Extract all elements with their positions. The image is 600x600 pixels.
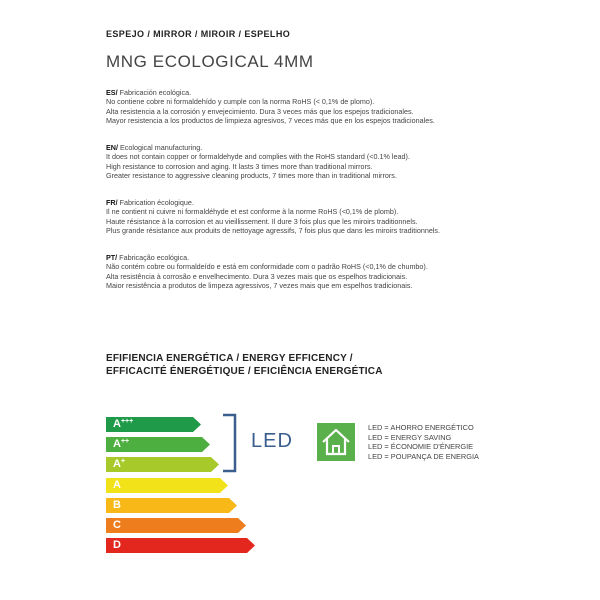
led-savings-item: LED = AHORRO ENERGÉTICO: [368, 423, 474, 432]
desc-line: Il ne contient ni cuivre ni formaldéhyde et est conforme à la norme RoHS (<0,1% de plomb).: [106, 207, 399, 217]
led-savings-list: [368, 423, 479, 461]
lang-heading: Fabricação ecológica.: [117, 253, 190, 262]
desc-line: Greater resistance to aggressive cleaning products, 7 times more than in traditional mirrors.: [106, 171, 397, 181]
lang-code: PT/: [106, 253, 118, 262]
energy-class-label: A+: [113, 458, 126, 471]
desc-line: Maior resistência a produtos de limpeza agressivos, 7 vezes mais que em espelhos tradicionais.: [106, 281, 413, 291]
led-label: LED: [251, 430, 293, 452]
lang-heading: Fabrication écologique.: [117, 198, 194, 207]
led-bracket: [221, 413, 239, 473]
energy-class-a: [106, 478, 228, 493]
description-es: [106, 88, 526, 126]
lang-code: EN/: [106, 143, 118, 152]
description-en: [106, 143, 526, 181]
desc-line: Não contém cobre ou formaldeído e está em conformidade com o padrão RoHS (<0,1% de chumbo).: [106, 262, 428, 272]
lang-code: FR/: [106, 198, 118, 207]
efficiency-title-line: EFFICACITÉ ÉNERGÉTIQUE / EFICIÊNCIA ENERGÉTICA: [106, 366, 383, 377]
lang-heading: Ecological manufacturing.: [117, 143, 203, 152]
desc-line: Mayor resistencia a los productos de limpieza agresivos, 7 veces más que en los espejos tradicionales.: [106, 116, 435, 126]
energy-class-b: [106, 498, 237, 513]
desc-line: Haute résistance à la corrosion et au vieillissement. Il dure 3 fois plus que les miroirs traditionnels.: [106, 216, 418, 226]
energy-class-appp: [106, 417, 201, 432]
efficiency-title: [106, 352, 383, 378]
energy-class-label: A+++: [113, 418, 134, 430]
desc-line: It does not contain copper or formaldehyde and complies with the RoHS standard (<0.1% lead).: [106, 152, 410, 162]
desc-line: Alta resistencia a la corrosión y envejecimiento. Dura 3 veces más que los espejos tradicionales.: [106, 106, 414, 116]
lang-heading: Fabricación ecológica.: [117, 88, 192, 97]
energy-class-label: B: [113, 498, 121, 511]
led-savings-item: LED = POUPANÇA DE ENERGIA: [368, 451, 479, 461]
desc-line: Plus grande résistance aux produits de nettoyage agressifs, 7 fois plus que dans les miroirs traditionnels.: [106, 226, 441, 236]
product-categories: ESPEJO / MIRROR / MIROIR / ESPELHO: [106, 29, 291, 39]
house-icon: [317, 423, 355, 461]
energy-class-label: A++: [113, 438, 130, 451]
energy-class-label: A: [113, 478, 121, 491]
energy-class-app: [106, 437, 210, 452]
description-fr: [106, 198, 526, 236]
product-title: MNG ECOLOGICAL 4MM: [106, 52, 314, 71]
led-savings-item: LED = ÉCONOMIE D'ÉNERGIE: [368, 442, 474, 452]
description-pt: [106, 253, 526, 291]
desc-line: No contiene cobre ni formaldehído y cumple con la norma RoHS (< 0,1% de plomo).: [106, 97, 375, 107]
energy-class-label: D: [113, 539, 121, 552]
energy-class-label: C: [113, 519, 121, 531]
desc-line: High resistance to corrosion and aging. It lasts 3 times more than traditional mirrors.: [106, 161, 373, 171]
energy-class-c: [106, 518, 246, 533]
energy-class-ap: [106, 457, 219, 472]
desc-line: Alta resistência à corrosão e envelhecimento. Dura 3 vezes mais que os espelhos tradicionais.: [106, 271, 408, 281]
led-savings-item: LED = ENERGY SAVING: [368, 432, 452, 442]
energy-class-d: [106, 538, 255, 553]
lang-code: ES/: [106, 88, 118, 97]
efficiency-title-line: EFIFIENCIA ENERGÉTICA / ENERGY EFFICENCY /: [106, 353, 353, 364]
